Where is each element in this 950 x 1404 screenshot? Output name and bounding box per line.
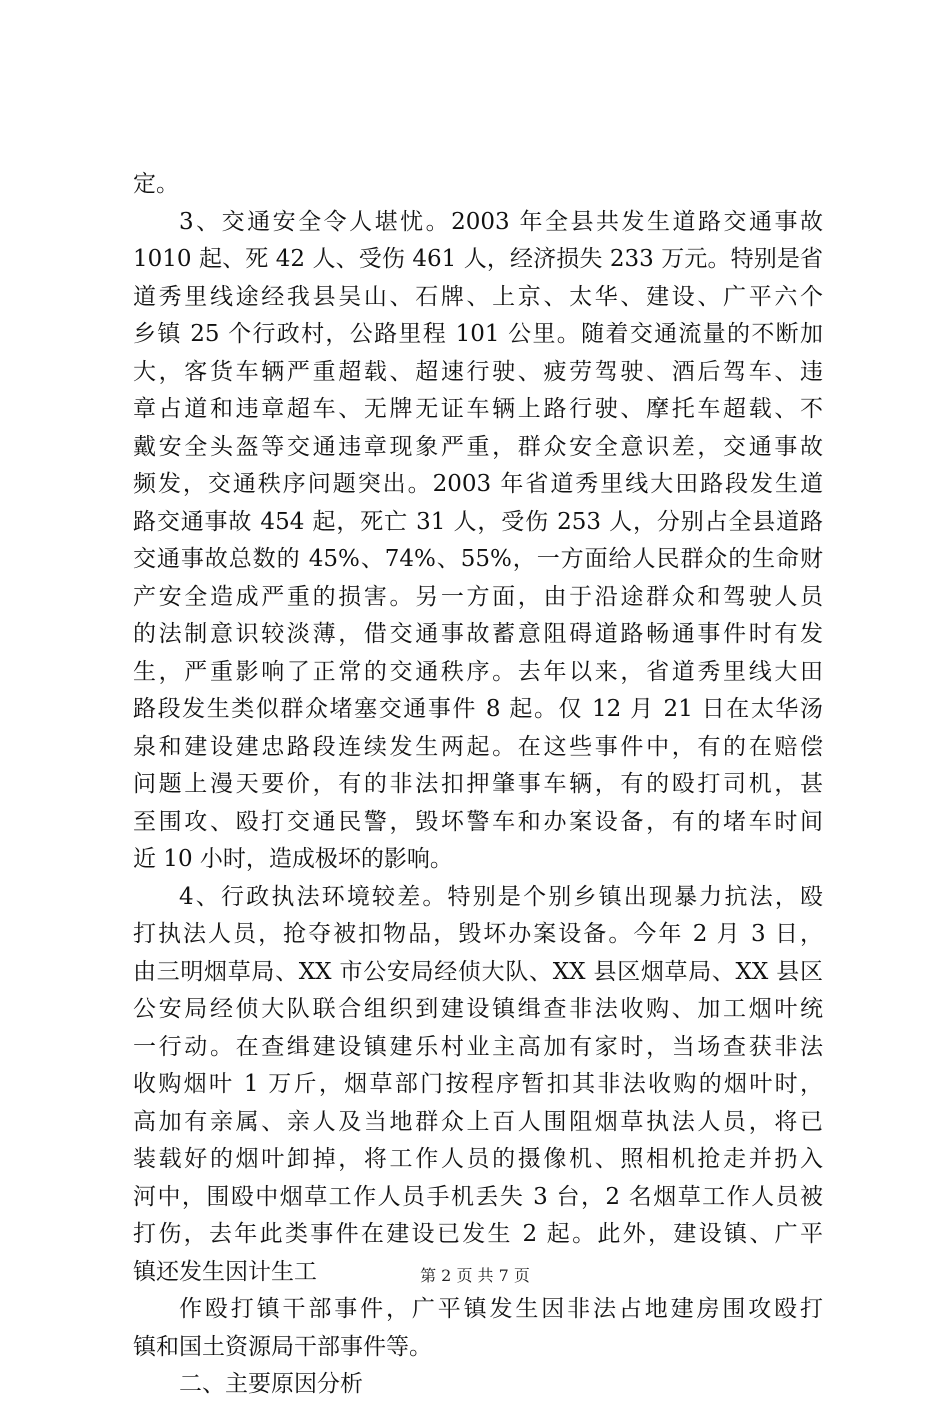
text-line: 频发，交通秩序问题突出。2003 年省道秀里线大田路段发生道 <box>133 471 823 497</box>
text-line: 产安全造成严重的损害。另一方面，由于沿途群众和驾驶人员 <box>133 583 823 610</box>
text-line: 道秀里线途经我县吴山、石牌、上京、太华、建设、广平六个 <box>133 283 823 310</box>
text-line: 打伤，去年此类事件在建设已发生 2 起。此外，建设镇、广平 <box>133 1221 823 1247</box>
text-line: 路段发生类似群众堵塞交通事件 8 起。仅 12 月 21 日在太华汤 <box>133 696 823 722</box>
body-text <box>133 166 823 1404</box>
text-line: 1010 起、死 42 人、受伤 461 人，经济损失 233 万元。特别是省 <box>133 246 823 272</box>
section-heading: 二、主要原因分析 <box>179 1371 363 1397</box>
text-line: 戴安全头盔等交通违章现象严重，群众安全意识差，交通事故 <box>133 433 823 460</box>
page-number-footer: 第 2 页 共 7 页 <box>420 1266 530 1285</box>
text-line: 由三明烟草局、XX 市公安局经侦大队、XX 县区烟草局、XX 县区 <box>133 958 823 985</box>
text-line: 泉和建设建忠路段连续发生两起。在这些事件中，有的在赔偿 <box>133 733 823 760</box>
text-line: 镇还发生因计生工 <box>133 1258 317 1285</box>
text-line: 问题上漫天要价，有的非法扣押肇事车辆，有的殴打司机，甚 <box>133 771 823 797</box>
text-line: 河中，围殴中烟草工作人员手机丢失 3 台，2 名烟草工作人员被 <box>133 1183 823 1210</box>
text-line: 生，严重影响了正常的交通秩序。去年以来，省道秀里线大田 <box>133 658 823 685</box>
text-line: 装载好的烟叶卸掉，将工作人员的摄像机、照相机抢走并扔入 <box>133 1146 823 1172</box>
text-line: 高加有亲属、亲人及当地群众上百人围阻烟草执法人员，将已 <box>133 1108 823 1135</box>
text-line: 近 10 小时，造成极坏的影响。 <box>133 846 453 872</box>
text-line: 乡镇 25 个行政村，公路里程 101 公里。随着交通流量的不断加 <box>133 321 823 347</box>
text-line: 打执法人员，抢夺被扣物品，毁坏办案设备。今年 2 月 3 日， <box>133 921 823 947</box>
text-line: 的法制意识较淡薄，借交通事故蓄意阻碍道路畅通事件时有发 <box>133 621 823 647</box>
text-line: 公安局经侦大队联合组织到建设镇缉查非法收购、加工烟叶统 <box>133 996 823 1022</box>
text-line: 交通事故总数的 45%、74%、55%，一方面给人民群众的生命财 <box>133 546 823 572</box>
text-line: 路交通事故 454 起，死亡 31 人，受伤 253 人，分别占全县道路 <box>133 508 823 535</box>
paragraph-3-heading-line: 3、交通安全令人堪忧。2003 年全县共发生道路交通事故 <box>179 208 823 235</box>
text-line: 定。 <box>133 171 179 197</box>
paragraph-4-heading-line: 4、行政执法环境较差。特别是个别乡镇出现暴力抗法，殴 <box>179 883 823 910</box>
text-line: 大，客货车辆严重超载、超速行驶、疲劳驾驶、酒后驾车、违 <box>133 358 823 385</box>
text-line: 章占道和违章超车、无牌无证车辆上路行驶、摩托车超载、不 <box>133 396 823 422</box>
text-line: 作殴打镇干部事件，广平镇发生因非法占地建房围攻殴打 <box>179 1296 823 1322</box>
text-line: 镇和国土资源局干部事件等。 <box>133 1333 432 1360</box>
text-line: 一行动。在查缉建设镇建乐村业主高加有家时，当场查获非法 <box>133 1033 823 1060</box>
text-line: 收购烟叶 1 万斤，烟草部门按程序暂扣其非法收购的烟叶时， <box>133 1071 823 1097</box>
text-line: 至围攻、殴打交通民警，毁坏警车和办案设备，有的堵车时间 <box>133 808 823 835</box>
